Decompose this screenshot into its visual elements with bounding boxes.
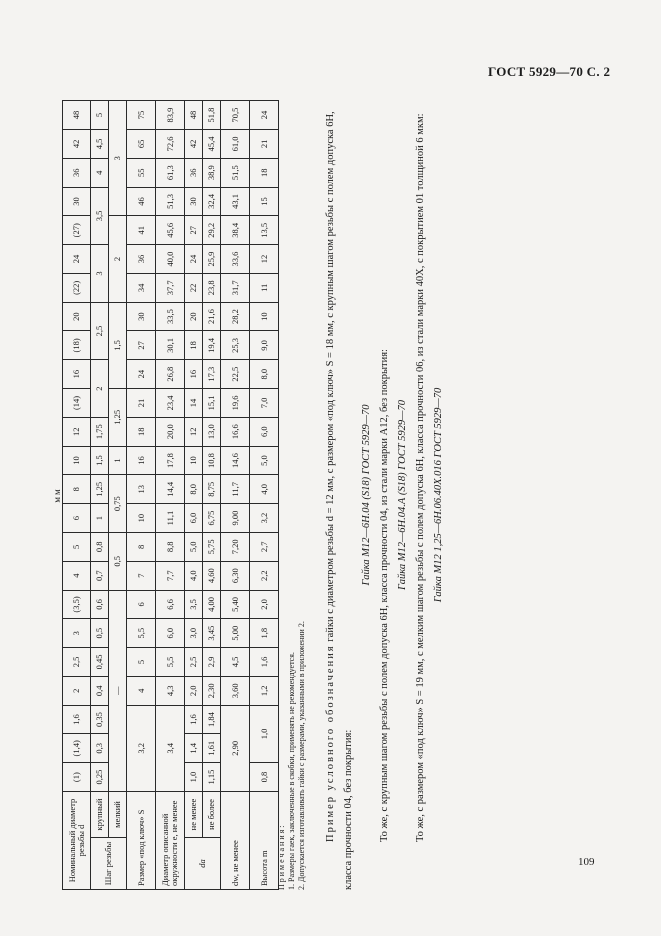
notes bbox=[277, 100, 307, 890]
da-min-cell: 36 bbox=[185, 158, 203, 187]
da-min-row bbox=[185, 101, 203, 890]
da-max-cell: 17,3 bbox=[203, 360, 221, 389]
da-max-row bbox=[203, 101, 221, 890]
wrench-size-cell: 7 bbox=[127, 561, 156, 590]
pitch-coarse-cell: 0,6 bbox=[91, 590, 109, 619]
da-min-cell: 48 bbox=[185, 101, 203, 130]
da-label: dа bbox=[185, 838, 221, 890]
designation-2: Гайка М12—6H.04.А (S18) ГОСТ 5929—70 bbox=[397, 399, 408, 591]
diameter-cell: 2 bbox=[63, 676, 91, 705]
wrench-size-cell: 8 bbox=[127, 532, 156, 561]
diameter-header: Номинальный диаметр резьбы d bbox=[63, 792, 91, 890]
dw-cell: 33,6 bbox=[221, 245, 250, 274]
dw-cell: 4,5 bbox=[221, 648, 250, 677]
height-cell: 13,5 bbox=[250, 216, 279, 245]
pitch-coarse-cell: 0,25 bbox=[91, 763, 109, 792]
circumscribed-diameter-cell: 4,3 bbox=[156, 676, 185, 705]
wrench-size-cell: 65 bbox=[127, 130, 156, 159]
wrench-size-cell: 36 bbox=[127, 245, 156, 274]
wrench-size-cell: 10 bbox=[127, 504, 156, 533]
diameter-cell: (1) bbox=[63, 763, 91, 792]
circumscribed-diameter-cell: 14,4 bbox=[156, 475, 185, 504]
pitch-coarse-row bbox=[91, 101, 109, 890]
da-max-cell: 32,4 bbox=[203, 187, 221, 216]
da-min-cell: 14 bbox=[185, 389, 203, 418]
da-max-cell: 23,8 bbox=[203, 273, 221, 302]
da-max-cell: 13,0 bbox=[203, 417, 221, 446]
height-label: Высота m bbox=[250, 792, 279, 890]
circumscribed-diameter-cell: 61,3 bbox=[156, 158, 185, 187]
height-cell: 1,0 bbox=[250, 705, 279, 763]
height-cell: 21 bbox=[250, 130, 279, 159]
height-cell: 15 bbox=[250, 187, 279, 216]
pitch-coarse-cell: 1,25 bbox=[91, 475, 109, 504]
da-max-label: не более bbox=[203, 792, 221, 838]
da-min-cell: 1,0 bbox=[185, 763, 203, 792]
pitch-fine-cell: 3 bbox=[109, 101, 127, 216]
circumscribed-diameter-cell: 83,9 bbox=[156, 101, 185, 130]
dw-cell: 51,5 bbox=[221, 158, 250, 187]
example-paragraph-2: То же, с крупным шагом резьбы с полем допуска 6H, класса прочности 04, из стали марки А12, без покрытия: bbox=[379, 349, 390, 842]
diameter-cell: 30 bbox=[63, 187, 91, 216]
da-max-cell: 29,2 bbox=[203, 216, 221, 245]
dw-label: dw, не менее bbox=[221, 792, 250, 890]
pitch-coarse-cell: 3,5 bbox=[91, 187, 109, 245]
height-cell: 0,8 bbox=[250, 763, 279, 792]
circumscribed-diameter-cell: 30,1 bbox=[156, 331, 185, 360]
pitch-fine-cell: 1,25 bbox=[109, 389, 127, 447]
dw-cell: 3,60 bbox=[221, 676, 250, 705]
da-max-cell: 51,8 bbox=[203, 101, 221, 130]
diameter-cell: 8 bbox=[63, 475, 91, 504]
pitch-coarse-cell: 0,5 bbox=[91, 619, 109, 648]
dw-cell: 14,6 bbox=[221, 446, 250, 475]
diameter-cell: 4 bbox=[63, 561, 91, 590]
wrench-size-cell: 3,2 bbox=[127, 705, 156, 791]
diameter-cell: (22) bbox=[63, 273, 91, 302]
wrench-size-cell: 75 bbox=[127, 101, 156, 130]
wrench-size-cell: 18 bbox=[127, 417, 156, 446]
example-paragraph-1: Пример условного обозначения гайки с диаметром резьбы d = 12 мм, с размером «под ключ» S = 18 мм, с крупным шагом резьбы с полем допуска 6H, класса прочности 04, без покрытия: bbox=[325, 111, 354, 890]
da-min-cell: 22 bbox=[185, 273, 203, 302]
height-cell: 6,0 bbox=[250, 417, 279, 446]
dw-cell: 9,00 bbox=[221, 504, 250, 533]
height-cell: 2,7 bbox=[250, 532, 279, 561]
pitch-coarse-cell: 4 bbox=[91, 158, 109, 187]
da-min-label: не менее bbox=[185, 792, 203, 838]
note-1: 1. Размеры гаек, заключенные в скобки, применять не рекомендуется. bbox=[287, 652, 296, 890]
da-max-cell: 2,30 bbox=[203, 676, 221, 705]
pitch-coarse-cell: 0,45 bbox=[91, 648, 109, 677]
pitch-coarse-cell: 1,5 bbox=[91, 446, 109, 475]
circumscribed-diameter-cell: 37,7 bbox=[156, 273, 185, 302]
wrench-size-cell: 55 bbox=[127, 158, 156, 187]
dw-cell: 22,5 bbox=[221, 360, 250, 389]
da-min-cell: 16 bbox=[185, 360, 203, 389]
da-min-cell: 30 bbox=[185, 187, 203, 216]
height-row bbox=[250, 101, 279, 890]
da-max-cell: 8,75 bbox=[203, 475, 221, 504]
wrench-size-cell: 27 bbox=[127, 331, 156, 360]
diameter-cell: 48 bbox=[63, 101, 91, 130]
da-max-cell: 1,61 bbox=[203, 734, 221, 763]
wrench-size-cell: 13 bbox=[127, 475, 156, 504]
table-header-row bbox=[63, 101, 91, 890]
da-max-cell: 4,00 bbox=[203, 590, 221, 619]
height-cell: 1,2 bbox=[250, 676, 279, 705]
da-max-cell: 38,9 bbox=[203, 158, 221, 187]
dw-cell: 25,3 bbox=[221, 331, 250, 360]
dw-cell: 19,6 bbox=[221, 389, 250, 418]
dw-cell: 11,7 bbox=[221, 475, 250, 504]
pitch-fine-label: мелкий bbox=[109, 792, 127, 838]
da-min-cell: 10 bbox=[185, 446, 203, 475]
dimensions-table bbox=[62, 100, 279, 890]
da-min-cell: 42 bbox=[185, 130, 203, 159]
da-min-cell: 3,0 bbox=[185, 619, 203, 648]
dw-cell: 2,90 bbox=[221, 705, 250, 791]
wrench-size-cell: 21 bbox=[127, 389, 156, 418]
pitch-coarse-cell: 4,5 bbox=[91, 130, 109, 159]
rotated-content bbox=[52, 40, 522, 890]
notes-title: Примечания: bbox=[277, 823, 286, 890]
da-min-cell: 1,4 bbox=[185, 734, 203, 763]
height-cell: 2,2 bbox=[250, 561, 279, 590]
dw-cell: 16,6 bbox=[221, 417, 250, 446]
circumscribed-diameter-cell: 8,8 bbox=[156, 532, 185, 561]
height-cell: 2,0 bbox=[250, 590, 279, 619]
pitch-coarse-cell: 0,4 bbox=[91, 676, 109, 705]
da-min-cell: 12 bbox=[185, 417, 203, 446]
height-cell: 7,0 bbox=[250, 389, 279, 418]
circumscribed-diameter-cell: 3,4 bbox=[156, 705, 185, 791]
pitch-coarse-cell: 1 bbox=[91, 504, 109, 533]
da-max-cell: 19,4 bbox=[203, 331, 221, 360]
da-min-cell: 4,0 bbox=[185, 561, 203, 590]
pitch-fine-cell: 0,75 bbox=[109, 475, 127, 533]
units-label: мм bbox=[52, 487, 62, 503]
height-cell: 12 bbox=[250, 245, 279, 274]
dw-cell: 61,0 bbox=[221, 130, 250, 159]
diameter-cell: 20 bbox=[63, 302, 91, 331]
da-max-cell: 1,15 bbox=[203, 763, 221, 792]
dw-cell: 43,1 bbox=[221, 187, 250, 216]
wrench-size-label: Размер «под ключ» S bbox=[127, 792, 156, 890]
pitch-coarse-cell: 2,5 bbox=[91, 302, 109, 360]
da-min-cell: 3,5 bbox=[185, 590, 203, 619]
da-max-cell: 6,75 bbox=[203, 504, 221, 533]
diameter-cell: (3,5) bbox=[63, 590, 91, 619]
height-cell: 1,6 bbox=[250, 648, 279, 677]
designation-examples bbox=[322, 100, 448, 890]
dw-cell: 5,00 bbox=[221, 619, 250, 648]
height-cell: 9,0 bbox=[250, 331, 279, 360]
page-header: ГОСТ 5929—70 С. 2 bbox=[488, 64, 611, 79]
pitch-coarse-cell: 2 bbox=[91, 360, 109, 418]
pitch-coarse-cell: 3 bbox=[91, 245, 109, 303]
height-cell: 8,0 bbox=[250, 360, 279, 389]
da-max-cell: 4,60 bbox=[203, 561, 221, 590]
diameter-cell: 1,6 bbox=[63, 705, 91, 734]
circumscribed-diameter-label: Диаметр описанной окружности e, не менее bbox=[156, 792, 185, 890]
da-max-cell: 5,75 bbox=[203, 532, 221, 561]
diameter-cell: 36 bbox=[63, 158, 91, 187]
dw-cell: 31,7 bbox=[221, 273, 250, 302]
circumscribed-diameter-cell: 23,4 bbox=[156, 389, 185, 418]
designation-1: Гайка М12—6H.04 (S18) ГОСТ 5929—70 bbox=[361, 404, 372, 586]
circumscribed-diameter-cell: 11,1 bbox=[156, 504, 185, 533]
height-cell: 4,0 bbox=[250, 475, 279, 504]
pitch-coarse-label: крупный bbox=[91, 792, 109, 838]
circumscribed-diameter-cell: 26,8 bbox=[156, 360, 185, 389]
pitch-coarse-cell: 0,7 bbox=[91, 561, 109, 590]
da-min-cell: 5,0 bbox=[185, 532, 203, 561]
pitch-coarse-cell: 1,75 bbox=[91, 417, 109, 446]
diameter-cell: (27) bbox=[63, 216, 91, 245]
height-cell: 1,8 bbox=[250, 619, 279, 648]
da-min-cell: 6,0 bbox=[185, 504, 203, 533]
wrench-size-cell: 30 bbox=[127, 302, 156, 331]
wrench-size-cell: 24 bbox=[127, 360, 156, 389]
circumscribed-diameter-row bbox=[156, 101, 185, 890]
da-max-cell: 45,4 bbox=[203, 130, 221, 159]
pitch-fine-cell: 2 bbox=[109, 216, 127, 302]
da-min-cell: 2,0 bbox=[185, 676, 203, 705]
pitch-fine-cell: 1,5 bbox=[109, 302, 127, 388]
height-cell: 11 bbox=[250, 273, 279, 302]
pitch-fine-row bbox=[109, 101, 127, 890]
wrench-size-cell: 46 bbox=[127, 187, 156, 216]
diameter-cell: 5 bbox=[63, 532, 91, 561]
note-2: 2. Допускается изготавливать гайки с размерами, указанными в приложении 2. bbox=[297, 621, 306, 890]
wrench-size-cell: 16 bbox=[127, 446, 156, 475]
da-max-cell: 25,9 bbox=[203, 245, 221, 274]
diameter-cell: 3 bbox=[63, 619, 91, 648]
da-max-cell: 3,45 bbox=[203, 619, 221, 648]
dw-row bbox=[221, 101, 250, 890]
da-min-cell: 20 bbox=[185, 302, 203, 331]
wrench-size-cell: 6 bbox=[127, 590, 156, 619]
pitch-fine-cell: — bbox=[109, 590, 127, 791]
circumscribed-diameter-cell: 33,5 bbox=[156, 302, 185, 331]
height-cell: 18 bbox=[250, 158, 279, 187]
circumscribed-diameter-cell: 51,3 bbox=[156, 187, 185, 216]
da-max-cell: 1,84 bbox=[203, 705, 221, 734]
circumscribed-diameter-cell: 6,0 bbox=[156, 619, 185, 648]
da-min-cell: 27 bbox=[185, 216, 203, 245]
diameter-cell: 10 bbox=[63, 446, 91, 475]
circumscribed-diameter-cell: 17,8 bbox=[156, 446, 185, 475]
page-number: 109 bbox=[578, 856, 595, 868]
wrench-size-cell: 5 bbox=[127, 648, 156, 677]
diameter-cell: (18) bbox=[63, 331, 91, 360]
da-min-cell: 18 bbox=[185, 331, 203, 360]
pitch-coarse-cell: 0,8 bbox=[91, 532, 109, 561]
pitch-label: Шаг резьбы bbox=[91, 838, 127, 890]
dw-cell: 38,4 bbox=[221, 216, 250, 245]
dw-cell: 5,40 bbox=[221, 590, 250, 619]
wrench-size-cell: 5,5 bbox=[127, 619, 156, 648]
circumscribed-diameter-cell: 6,6 bbox=[156, 590, 185, 619]
dw-cell: 28,2 bbox=[221, 302, 250, 331]
height-cell: 10 bbox=[250, 302, 279, 331]
da-max-cell: 10,8 bbox=[203, 446, 221, 475]
da-min-cell: 1,6 bbox=[185, 705, 203, 734]
da-max-cell: 2,9 bbox=[203, 648, 221, 677]
circumscribed-diameter-cell: 40,0 bbox=[156, 245, 185, 274]
pitch-coarse-cell: 5 bbox=[91, 101, 109, 130]
height-cell: 24 bbox=[250, 101, 279, 130]
da-min-cell: 24 bbox=[185, 245, 203, 274]
circumscribed-diameter-cell: 45,6 bbox=[156, 216, 185, 245]
circumscribed-diameter-cell: 72,6 bbox=[156, 130, 185, 159]
designation-3: Гайка М12 1,25—6H.06.40X.016 ГОСТ 5929—70 bbox=[433, 387, 444, 603]
diameter-cell: 6 bbox=[63, 504, 91, 533]
circumscribed-diameter-cell: 7,7 bbox=[156, 561, 185, 590]
diameter-cell: 16 bbox=[63, 360, 91, 389]
diameter-cell: 12 bbox=[63, 417, 91, 446]
diameter-cell: 2,5 bbox=[63, 648, 91, 677]
da-max-cell: 15,1 bbox=[203, 389, 221, 418]
height-cell: 3,2 bbox=[250, 504, 279, 533]
da-min-cell: 8,0 bbox=[185, 475, 203, 504]
wrench-size-cell: 34 bbox=[127, 273, 156, 302]
dw-cell: 6,30 bbox=[221, 561, 250, 590]
pitch-coarse-cell: 0,3 bbox=[91, 734, 109, 763]
da-max-cell: 21,6 bbox=[203, 302, 221, 331]
wrench-size-cell: 4 bbox=[127, 676, 156, 705]
diameter-cell: 42 bbox=[63, 130, 91, 159]
diameter-cell: (1,4) bbox=[63, 734, 91, 763]
pitch-fine-cell: 1 bbox=[109, 446, 127, 475]
circumscribed-diameter-cell: 20,0 bbox=[156, 417, 185, 446]
diameter-cell: (14) bbox=[63, 389, 91, 418]
dw-cell: 7,20 bbox=[221, 532, 250, 561]
diameter-cell: 24 bbox=[63, 245, 91, 274]
example-paragraph-3: То же, с размером «под ключ» S = 19 мм, с мелким шагом резьбы с полем допуска 6H, класса прочности 06, из стали марки 40X, с покрытием 01 толщиной 6 мкм: bbox=[415, 113, 426, 842]
da-min-cell: 2,5 bbox=[185, 648, 203, 677]
height-cell: 5,0 bbox=[250, 446, 279, 475]
wrench-size-row bbox=[127, 101, 156, 890]
example-lead: Пример условного обозначения bbox=[325, 644, 336, 842]
wrench-size-cell: 41 bbox=[127, 216, 156, 245]
pitch-coarse-cell: 0,35 bbox=[91, 705, 109, 734]
circumscribed-diameter-cell: 5,5 bbox=[156, 648, 185, 677]
dw-cell: 70,5 bbox=[221, 101, 250, 130]
pitch-fine-cell: 0,5 bbox=[109, 532, 127, 590]
